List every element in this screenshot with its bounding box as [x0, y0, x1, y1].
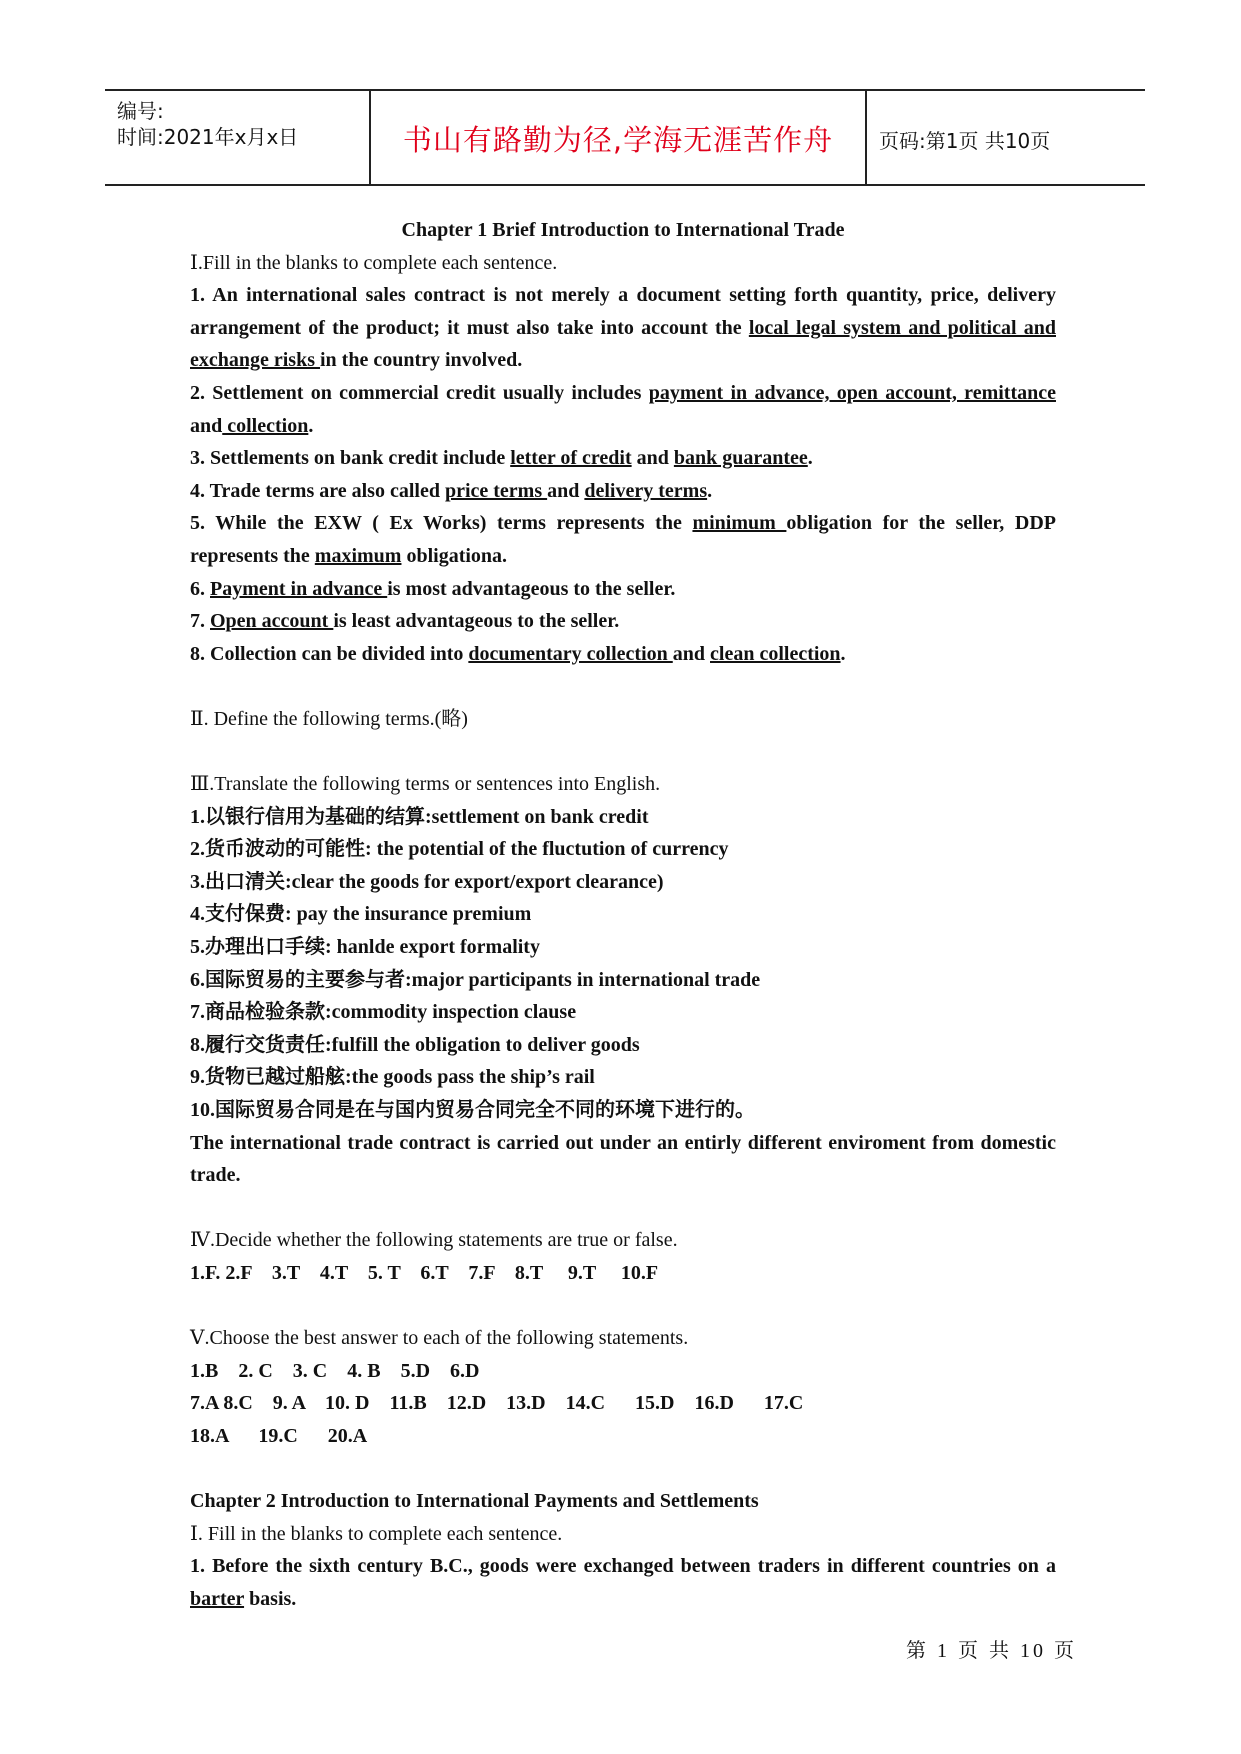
- translation-item: 6.国际贸易的主要参与者:major participants in international trade: [190, 968, 761, 991]
- translation-item: 1.以银行信用为基础的结算:settlement on bank credit: [190, 805, 649, 828]
- ch1-question-5: 5. While the EXW ( Ex Works) terms represents the minimum obligation for the seller, DDP represents the maximum obligationa.: [190, 512, 1057, 567]
- motto-text: 书山有路勤为径,学海无涯苦作舟: [402, 123, 834, 157]
- ch1-question-1: 1. An international sales contract is not merely a document setting forth quantity, price, delivery arrangement of the product; it must also take into account the local legal system and political and exchange risks in the country involved.: [190, 284, 1056, 372]
- translation-item: 5.办理出口手续: hanlde export formality: [190, 936, 540, 959]
- choice-answers-line-2: 7.A 8.C 9. A 10. D 11.B 12.D 13.D 14.C 15.D 16.D 17.C: [190, 1392, 804, 1415]
- translation-10-english: The international trade contract is carried out under an entirly different enviroment from domestic trade.: [190, 1131, 1056, 1187]
- header-page-cell: [867, 91, 1145, 184]
- time-label: 时间:2021年x月x日: [117, 125, 299, 149]
- translation-item: 9.货物已越过船舷:the goods pass the ship’s rail: [190, 1066, 595, 1089]
- translation-item: 10.国际贸易合同是在与国内贸易合同完全不同的环境下进行的。: [190, 1099, 755, 1122]
- chapter2-title: Chapter 2 Introduction to International Payments and Settlements: [190, 1490, 759, 1513]
- header-motto-cell: [371, 91, 867, 184]
- choice-answers-line-1: 1.B 2. C 3. C 4. B 5.D 6.D: [190, 1359, 480, 1382]
- chapter1-sec4-title: Ⅳ.Decide whether the following statements are true or false.: [190, 1229, 678, 1252]
- page-header: [105, 89, 1145, 186]
- translation-item: 2.货币波动的可能性: the potential of the fluctution of currency: [190, 838, 729, 861]
- header-left-cell: [105, 91, 371, 184]
- number-label: 编号:: [117, 99, 164, 123]
- chapter1-sec5-title: Ⅴ.Choose the best answer to each of the following statements.: [190, 1327, 689, 1350]
- true-false-answers: 1.F. 2.F 3.T 4.T 5. T 6.T 7.F 8.T 9.T 10.F: [190, 1262, 659, 1284]
- ch1-question-3: 3. Settlements on bank credit include letter of credit and bank guarantee.: [190, 447, 813, 470]
- translation-item: 4.支付保费: pay the insurance premium: [190, 903, 532, 926]
- translation-item: 8.履行交货责任:fulfill the obligation to deliver goods: [190, 1033, 640, 1056]
- translation-item: 3.出口清关:clear the goods for export/export clearance): [190, 870, 664, 893]
- ch1-question-8: 8. Collection can be divided into documentary collection and clean collection.: [190, 642, 846, 665]
- ch1-question-6: 6. Payment in advance is most advantageous to the seller.: [190, 577, 676, 600]
- header-page-info: 页码:第1页 共10页: [879, 129, 1051, 153]
- ch1-question-2: 2. Settlement on commercial credit usually includes payment in advance, open account, remittance and collection.: [190, 381, 1056, 437]
- chapter2-sec1-title: Ⅰ. Fill in the blanks to complete each sentence.: [190, 1522, 563, 1545]
- chapter1-sec3-title: Ⅲ.Translate the following terms or sentences into English.: [190, 773, 661, 796]
- document-body: [190, 214, 1056, 1616]
- chapter1-title: Chapter 1 Brief Introduction to International Trade: [401, 219, 845, 241]
- chapter1-sec1-title: Ⅰ.Fill in the blanks to complete each sentence.: [190, 251, 558, 274]
- translation-item: 7.商品检验条款:commodity inspection clause: [190, 1001, 577, 1024]
- chapter1-sec2-title: Ⅱ. Define the following terms.(略): [190, 707, 468, 730]
- choice-answers-line-3: 18.A 19.C 20.A: [190, 1424, 368, 1447]
- ch1-question-7: 7. Open account is least advantageous to the seller.: [190, 610, 620, 633]
- ch2-question-1: 1. Before the sixth century B.C., goods were exchanged between traders in different countries on a barter basis.: [190, 1555, 1056, 1610]
- page-footer: 第 1 页 共 10 页: [906, 1640, 1077, 1662]
- ch1-question-4: 4. Trade terms are also called price terms and delivery terms.: [190, 479, 713, 502]
